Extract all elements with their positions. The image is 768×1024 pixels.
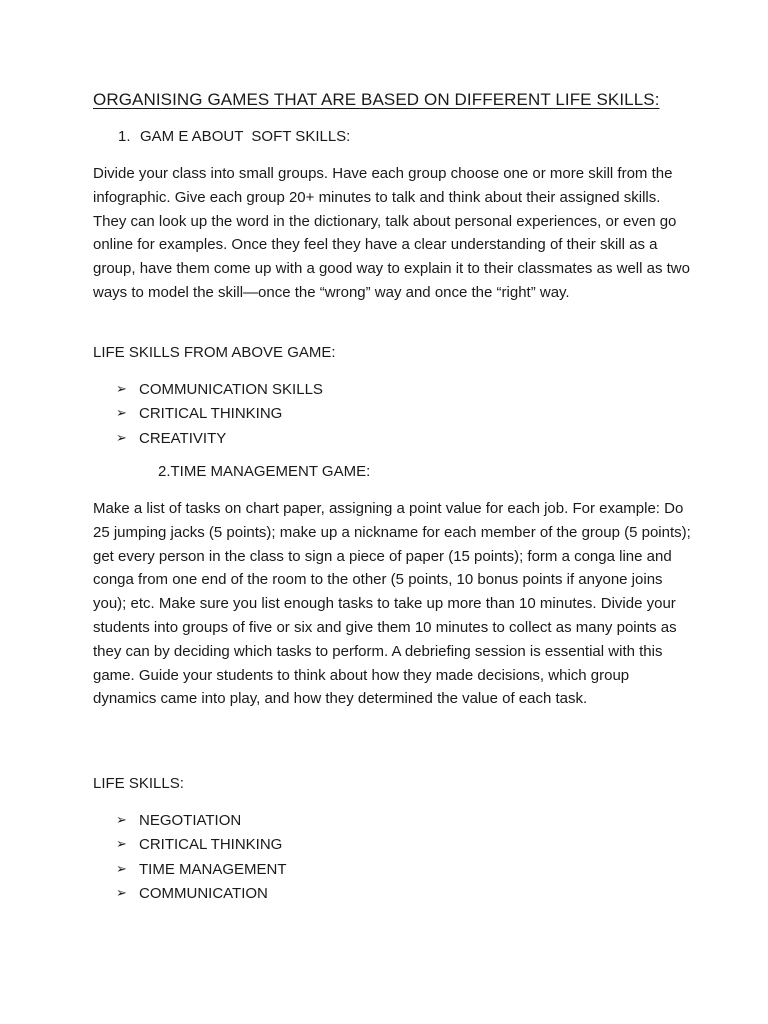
section-1-heading (118, 128, 350, 145)
list-item: ➢ COMMUNICATION SKILLS (116, 378, 323, 402)
list-item: ➢ COMMUNICATION (116, 882, 287, 906)
arrowhead-bullet-icon: ➢ (116, 861, 127, 877)
list-item: ➢ CRITICAL THINKING (116, 833, 287, 857)
section-1-paragraph: Divide your class into small groups. Have each group choose one or more skill from the infographic. Give each group 20+ minutes to talk and think about their assigned skills. They can look up the word in the dictionary, talk about personal experiences, or even go online for examples. Once they feel they have a clear understanding of their skill as a group, have them come up with a good way to explain it to their classmates as well as two ways to model the skill—once the “wrong” way and once the “right” way. (93, 165, 690, 301)
section-2-skills-label: LIFE SKILLS: (93, 775, 184, 792)
document-title: ORGANISING GAMES THAT ARE BASED ON DIFFERENT LIFE SKILLS: (93, 90, 660, 109)
arrowhead-bullet-icon: ➢ (116, 837, 127, 853)
section-1-skills-list (116, 378, 323, 451)
arrowhead-bullet-icon: ➢ (116, 406, 127, 422)
arrowhead-bullet-icon: ➢ (116, 430, 127, 446)
arrowhead-bullet-icon: ➢ (116, 813, 127, 828)
section-2-skills-list (116, 809, 287, 907)
list-item: ➢ TIME MANAGEMENT (116, 858, 287, 882)
arrowhead-bullet-icon: ➢ (116, 382, 127, 397)
list-item: ➢ CREATIVITY (116, 427, 323, 451)
section-2-heading: 2.TIME MANAGEMENT GAME: (158, 463, 371, 480)
section-1-heading-text: GAM E ABOUT SOFT SKILLS: (140, 128, 351, 145)
list-item: ➢ NEGOTIATION (116, 809, 287, 833)
list-item: ➢ CRITICAL THINKING (116, 402, 323, 426)
section-2-paragraph: Make a list of tasks on chart paper, assigning a point value for each job. For example: Do 25 jumping jacks (5 points); make up a nickname for each member of the group (5 points); get every person in the class to sign a piece of paper (15 points); form a conga line and conga from one end of the room to the other (5 points, 10 bonus points if anyone joins you); etc. Make sure you list enough tasks to take up more than 10 minutes. Divide your students into groups of five or six and give them 10 minutes to collect as many points as they can by deciding which tasks to perform. A debriefing session is essential with this game. Guide your students to think about how they made decisions, which group dynamics came into play, and how they determined the value of each task. (93, 500, 691, 708)
section-1-skills-label: LIFE SKILLS FROM ABOVE GAME: (93, 344, 336, 361)
section-1-number: 1. (118, 128, 131, 145)
arrowhead-bullet-icon: ➢ (116, 886, 127, 902)
